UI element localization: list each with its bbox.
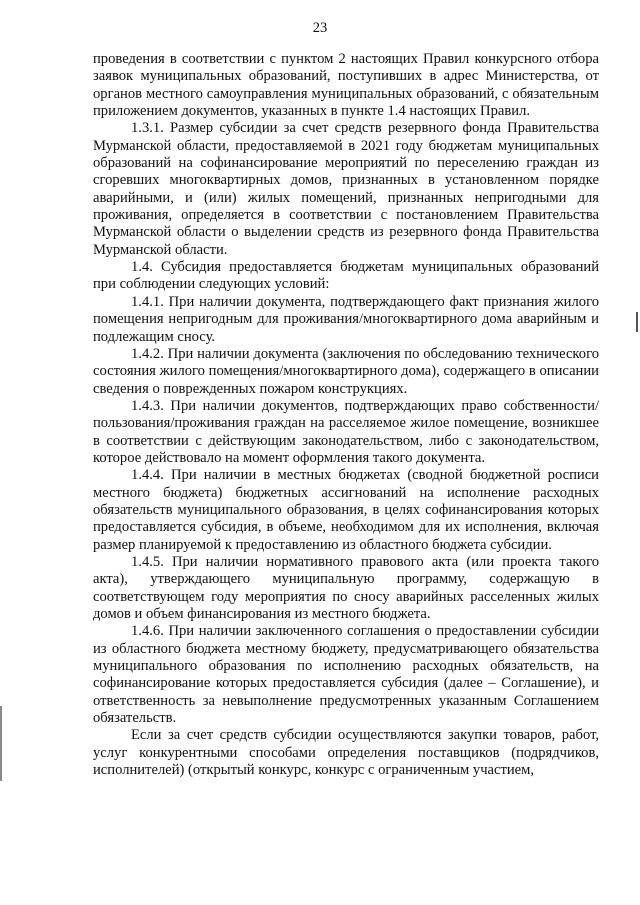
- scan-artifact-left: [0, 706, 2, 781]
- paragraph-1-4: 1.4. Субсидия предоставляется бюджетам муниципальных образований при соблюдении следующих условий:: [93, 259, 599, 293]
- paragraph-1-4-5: 1.4.5. При наличии нормативного правового акта (или проекта такого акта), утверждающего муниципальную программу, содержащую в соответствующем году мероприятия по сносу аварийных расселенных жилых домов и объем финансирования из местного бюджета.: [93, 553, 599, 622]
- paragraph-1-4-3: 1.4.3. При наличии документов, подтверждающих право собственности/пользования/проживания граждан на расселяемое жилое помещение, возникшее в соответствии с действующим законодательством, либо с законодательством, которое действовало на момент оформления такого документа.: [93, 397, 599, 466]
- paragraph-1-3-1: 1.3.1. Размер субсидии за счет средств резервного фонда Правительства Мурманской области, предоставляемой в 2021 году бюджетам муниципальных образований на софинансирование мероприятий по переселению граждан из сгоревших многоквартирных домов, признанных в установленном порядке аварийными, и (или) жилых помещений, признанных непригодными для проживания, определяется в соответствии с постановлением Правительства Мурманской области о выделении средств из резервного фонда Правительства Мурманской области.: [93, 120, 599, 258]
- paragraph-1-4-1: 1.4.1. При наличии документа, подтверждающего факт признания жилого помещения непригодным для проживания/многоквартирного дома аварийным и подлежащим сносу.: [93, 293, 599, 345]
- page-number: 23: [312, 20, 328, 36]
- document-body: [93, 51, 599, 779]
- paragraph-1-4-2: 1.4.2. При наличии документа (заключения по обследованию технического состояния жилого помещения/многоквартирного дома), содержащего в описании сведения о поврежденных пожаром конструкциях.: [93, 345, 599, 397]
- paragraph-procurement: Если за счет средств субсидии осуществляются закупки товаров, работ, услуг конкурентными способами определения поставщиков (подрядчиков, исполнителей) (открытый конкурс, конкурс с ограниченным участием,: [93, 727, 599, 779]
- paragraph-1-4-6: 1.4.6. При наличии заключенного соглашения о предоставлении субсидии из областного бюджета местному бюджету, предусматривающего обязательства муниципального образования по исполнению расходных обязательств, на софинансирование которых предоставляется субсидия (далее – Соглашение), и ответственность за невыполнение предусмотренных указанным Соглашением обязательств.: [93, 623, 599, 727]
- scan-artifact-right: [636, 312, 638, 332]
- paragraph-1-4-4: 1.4.4. При наличии в местных бюджетах (сводной бюджетной росписи местного бюджета) бюджетных ассигнований на исполнение расходных обязательств муниципального образования, в целях софинансирования которых предоставляется субсидия, в объеме, необходимом для их исполнения, включая размер планируемой к предоставлению из областного бюджета субсидии.: [93, 467, 599, 553]
- paragraph-continuation: проведения в соответствии с пунктом 2 настоящих Правил конкурсного отбора заявок муниципальных образований, поступивших в адрес Министерства, от органов местного самоуправления муниципальных образований, с обязательным приложением документов, указанных в пункте 1.4 настоящих Правил.: [93, 51, 599, 120]
